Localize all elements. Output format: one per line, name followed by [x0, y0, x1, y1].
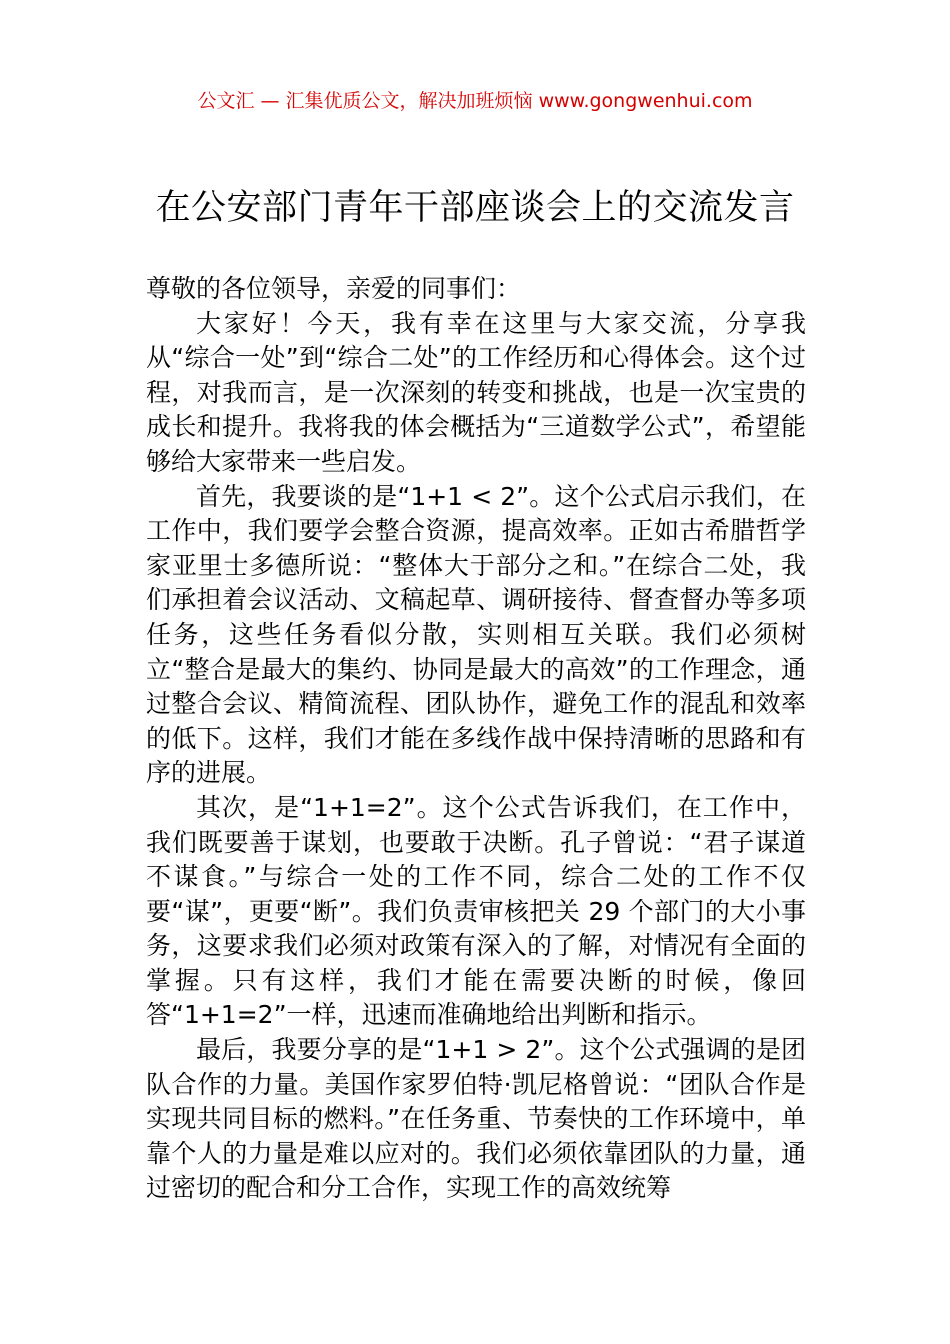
- paragraph-second-formula: 其次，是“1+1=2”。这个公式告诉我们，在工作中，我们既要善于谋划，也要敢于决断。孔子曾说：“君子谋道不谋食。”与综合一处的工作不同，综合二处的工作不仅要“谋”，更要“断”。我们负责审核把关 29 个部门的大小事务，这要求我们必须对政策有深入的了解，对情况有全面的掌握。只有这样，我们才能在需要决断的时候，像回答“1+1=2”一样，迅速而准确地给出判断和指示。: [146, 792, 806, 1030]
- document-body: [146, 272, 806, 1206]
- salutation: 尊敬的各位领导，亲爱的同事们：: [146, 274, 522, 303]
- paragraph-intro: 大家好！今天，我有幸在这里与大家交流，分享我从“综合一处”到“综合二处”的工作经历和心得体会。这个过程，对我而言，是一次深刻的转变和挑战，也是一次宝贵的成长和提升。我将我的体会概括为“三道数学公式”，希望能够给大家带来一些启发。: [146, 308, 806, 476]
- document-title: 在公安部门青年干部座谈会上的交流发言: [155, 188, 795, 228]
- site-header-banner: 公文汇 — 汇集优质公文，解决加班烦恼 www.gongwenhui.com: [197, 90, 753, 112]
- paragraph-first-formula: 首先，我要谈的是“1+1 < 2”。这个公式启示我们，在工作中，我们要学会整合资源，提高效率。正如古希腊哲学家亚里士多德所说：“整体大于部分之和。”在综合二处，我们承担着会议活动、文稿起草、调研接待、督查督办等多项任务，这些任务看似分散，实则相互关联。我们必须树立“整合是最大的集约、协同是最大的高效”的工作理念，通过整合会议、精简流程、团队协作，避免工作的混乱和效率的低下。这样，我们才能在多线作战中保持清晰的思路和有序的进展。: [146, 481, 806, 788]
- paragraph-third-formula: 最后，我要分享的是“1+1 > 2”。这个公式强调的是团队合作的力量。美国作家罗伯特·凯尼格曾说：“团队合作是实现共同目标的燃料。”在任务重、节奏快的工作环境中，单靠个人的力量是难以应对的。我们必须依靠团队的力量，通过密切的配合和分工合作，实现工作的高效统筹: [146, 1035, 806, 1203]
